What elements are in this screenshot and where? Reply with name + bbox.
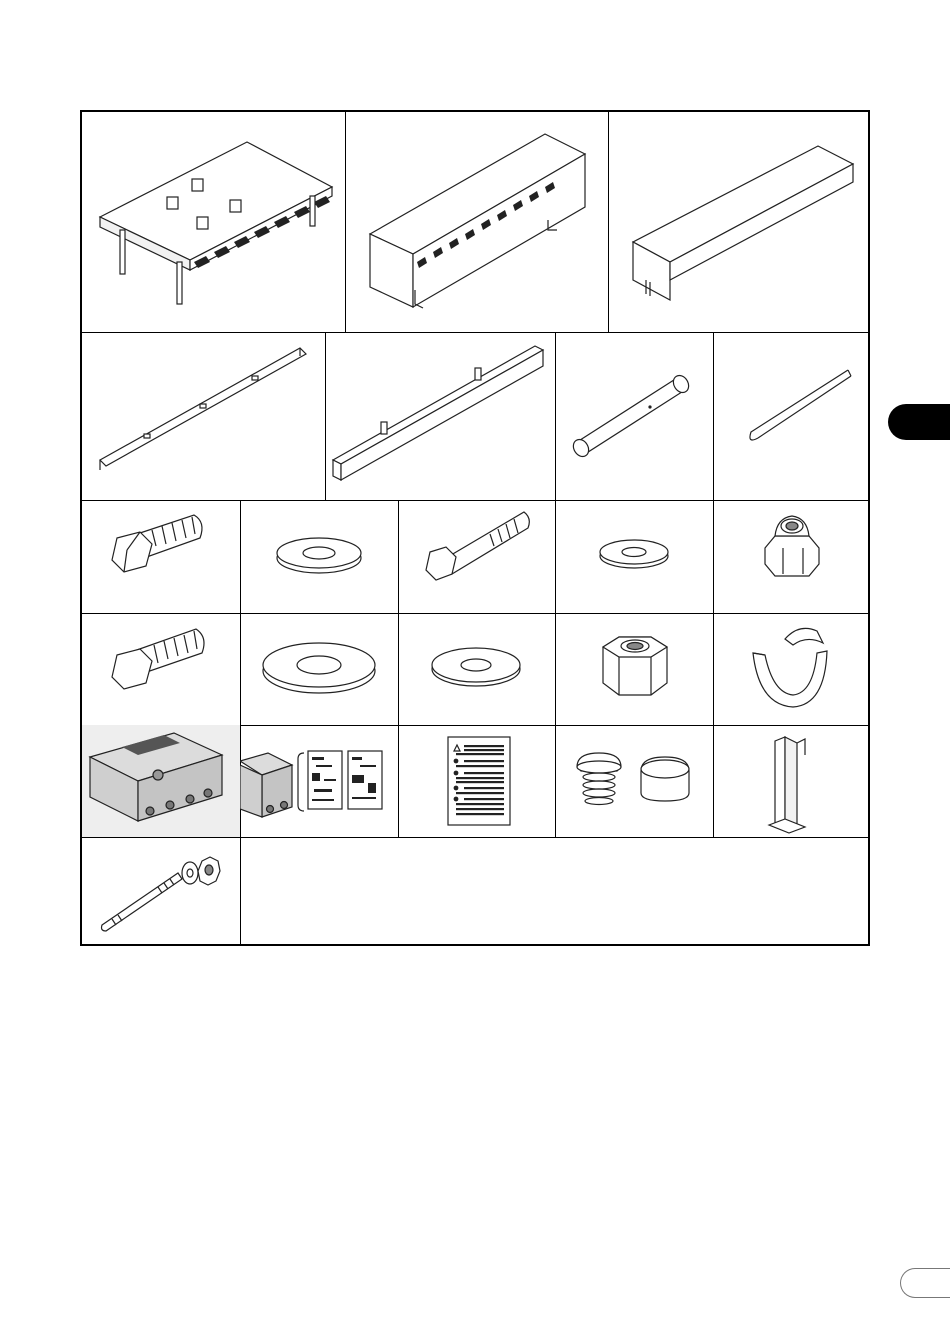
washer-medium-icon	[240, 500, 398, 613]
parts-row-5	[82, 725, 868, 838]
control-box-with-diagrams-icon	[240, 725, 398, 837]
washer-large-icon	[240, 613, 398, 725]
part-cell-hex-nut	[555, 613, 714, 725]
part-cell-washer-small	[555, 500, 714, 613]
part-cell-main-unit	[82, 112, 346, 332]
washer-flat-icon	[398, 613, 555, 725]
part-cell-lock-nut	[713, 500, 872, 613]
control-box-icon	[82, 725, 240, 837]
channel-rail-icon	[325, 332, 555, 500]
hex-bolt-large-icon	[82, 613, 240, 725]
hex-nut-icon	[555, 613, 713, 725]
part-cell-washer-flat	[398, 613, 556, 725]
part-cell-plugs	[555, 725, 714, 837]
safety-instruction-sheet-icon	[398, 725, 555, 837]
part-cell-flat-rail	[82, 332, 326, 500]
part-cell-post-profile	[713, 725, 872, 837]
part-cell-anchor-bolt-set	[82, 837, 241, 944]
parts-row-4	[82, 613, 868, 726]
flat-rail-icon	[82, 332, 325, 500]
part-cell-hex-bolt-long	[398, 500, 556, 613]
page-number-tab	[900, 1268, 950, 1298]
part-cell-split-pin	[713, 332, 872, 500]
part-cell-safety-sheet	[398, 725, 556, 837]
part-cell-empty	[240, 837, 872, 944]
part-cell-cover-plate	[608, 112, 872, 332]
cover-box-with-hazard-stripes-icon	[345, 112, 608, 332]
post-profile-icon	[713, 725, 872, 837]
washer-small-icon	[555, 500, 713, 613]
lock-nut-icon	[713, 500, 872, 613]
part-cell-cable-clip	[713, 613, 872, 725]
parts-row-3	[82, 500, 868, 614]
plugs-icon	[555, 725, 713, 837]
anchor-bolt-set-icon	[82, 837, 240, 944]
hex-bolt-short-icon	[82, 500, 240, 613]
part-cell-cover-box	[345, 112, 609, 332]
chapter-tab-marker	[888, 404, 950, 440]
part-cell-control-box	[82, 725, 241, 837]
part-cell-hex-bolt-short	[82, 500, 241, 613]
parts-sheet-frame	[80, 110, 870, 946]
part-cell-washer-medium	[240, 500, 399, 613]
main-unit-with-legs-icon	[82, 112, 345, 332]
part-cell-washer-large	[240, 613, 399, 725]
parts-row-1	[82, 112, 868, 333]
parts-row-6	[82, 837, 868, 944]
parts-row-2	[82, 332, 868, 501]
part-cell-channel-rail	[325, 332, 556, 500]
part-cell-hex-bolt-large	[82, 613, 241, 725]
part-cell-control-box-diagrams	[240, 725, 399, 837]
hex-bolt-long-icon	[398, 500, 555, 613]
cable-clip-icon	[713, 613, 872, 725]
part-cell-pipe-pin	[555, 332, 714, 500]
pipe-pin-icon	[555, 332, 713, 500]
cover-plate-icon	[608, 112, 872, 332]
split-pin-icon	[713, 332, 872, 500]
